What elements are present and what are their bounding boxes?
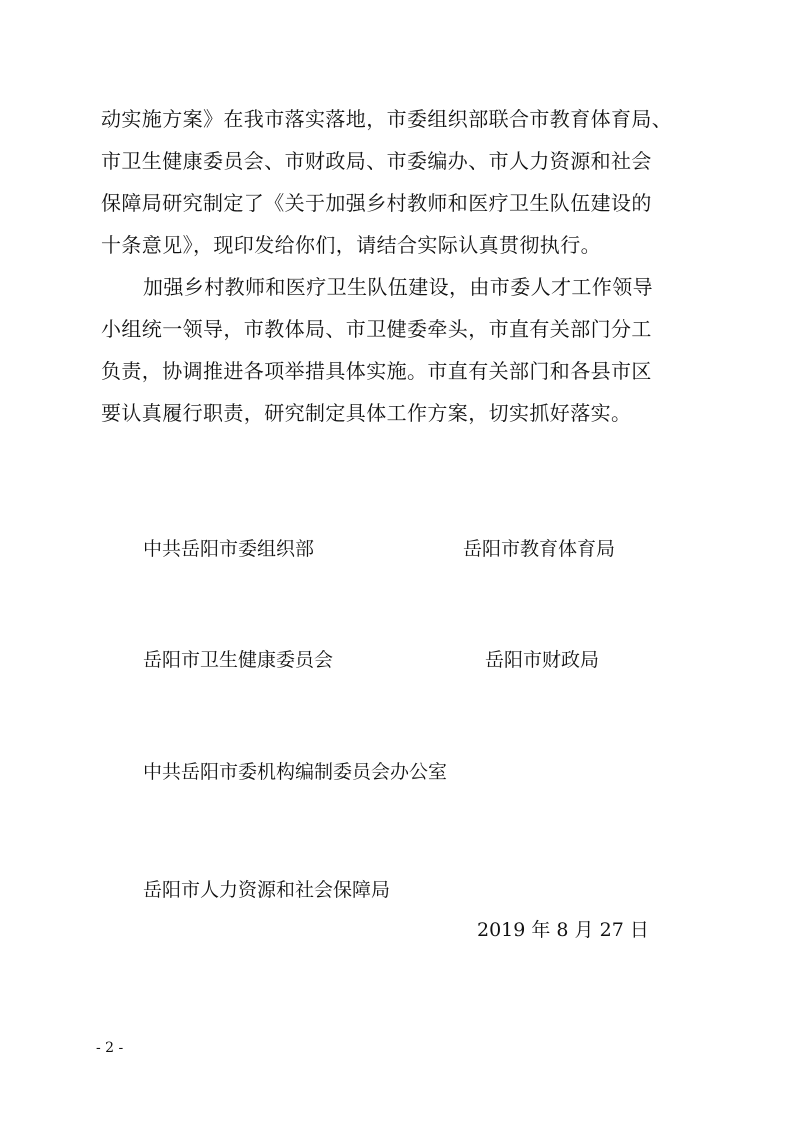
issue-date: 2019 年 8 月 27 日 bbox=[477, 919, 649, 941]
paragraph1-line4: 十条意见》，现印发给你们，请结合实际认真贯彻执行。 bbox=[101, 233, 601, 257]
signature-finance-bureau: 岳阳市财政局 bbox=[485, 649, 600, 671]
paragraph1-line1: 动实施方案》在我市落实落地，市委组织部联合市教育体育局、 bbox=[101, 107, 673, 131]
signature-human-resources-bureau: 岳阳市人力资源和社会保障局 bbox=[143, 879, 391, 901]
paragraph2-line3: 负责，协调推进各项举措具体实施。市直有关部门和各县市区 bbox=[101, 359, 652, 383]
signature-organization-department: 中共岳阳市委组织部 bbox=[143, 538, 315, 560]
paragraph2-line2: 小组统一领导，市教体局、市卫健委牵头，市直有关部门分工 bbox=[101, 317, 652, 341]
paragraph1-line2: 市卫生健康委员会、市财政局、市委编办、市人力资源和社会 bbox=[101, 149, 652, 173]
paragraph2-line4: 要认真履行职责，研究制定具体工作方案，切实抓好落实。 bbox=[101, 401, 632, 425]
page-number: - 2 - bbox=[96, 1040, 124, 1056]
signature-health-commission: 岳阳市卫生健康委员会 bbox=[143, 649, 334, 671]
paragraph1-line3: 保障局研究制定了《关于加强乡村教师和医疗卫生队伍建设的 bbox=[101, 191, 652, 215]
signature-education-sports-bureau: 岳阳市教育体育局 bbox=[463, 538, 616, 560]
signature-staffing-office: 中共岳阳市委机构编制委员会办公室 bbox=[143, 761, 448, 783]
paragraph2-line1: 加强乡村教师和医疗卫生队伍建设，由市委人才工作领导 bbox=[143, 275, 653, 299]
